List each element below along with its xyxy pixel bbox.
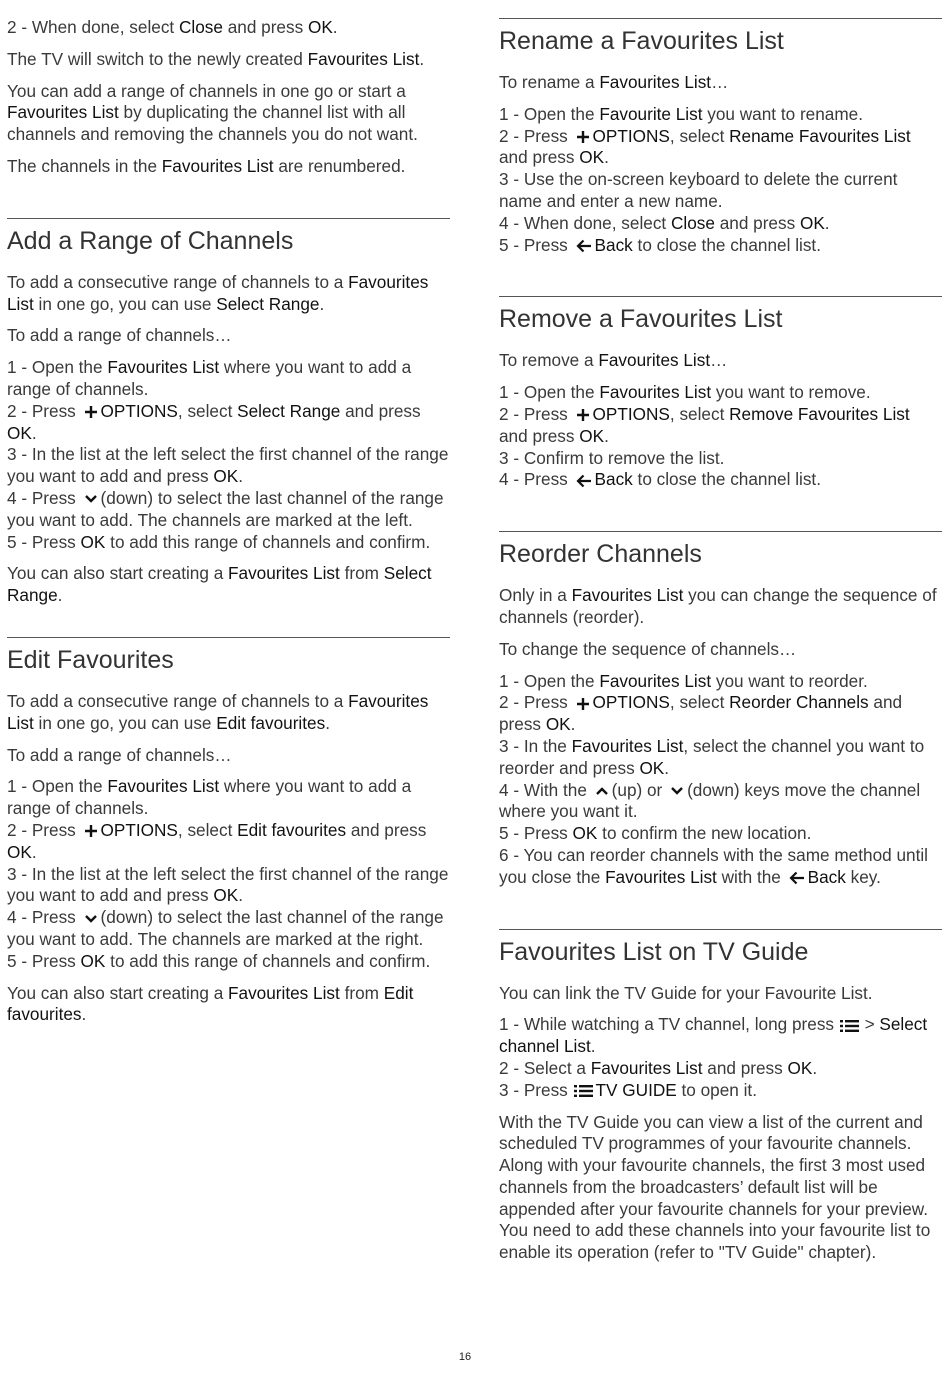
list-icon xyxy=(574,1084,593,1098)
plus-icon xyxy=(84,824,98,838)
step: 3 - Press TV GUIDE to open it. xyxy=(499,1079,757,1100)
paragraph: With the TV Guide you can view a list of the current and scheduled TV programmes of your favourite channels. Along with your favourite channels, the first 3 most used channels from the broadcasters’ default list will be appended after your favourite channels for your preview. You need to add these channels into your favourite list to enable its operation (refer to "TV Guide" chapter). xyxy=(499,1111,931,1263)
step: 2 - Press OPTIONS, select Rename Favourites List and press OK. xyxy=(499,125,911,168)
step: 3 - Use the on-screen keyboard to delete the current name and enter a new name. xyxy=(499,169,898,211)
step-list xyxy=(7,357,450,553)
section-title: Remove a Favourites List xyxy=(499,305,783,334)
paragraph: You can link the TV Guide for your Favourite List. xyxy=(499,982,873,1003)
section-title: Rename a Favourites List xyxy=(499,27,784,55)
step: 5 - Press OK to confirm the new location. xyxy=(499,823,812,844)
paragraph: To remove a Favourites List… xyxy=(499,350,728,371)
list-icon xyxy=(840,1019,859,1033)
section-reorder xyxy=(499,531,942,888)
section-title: Favourites List on TV Guide xyxy=(499,937,809,966)
paragraph: You can also start creating a Favourites List from Edit favourites. xyxy=(7,982,414,1025)
paragraph: To add a consecutive range of channels to a Favourites List in one go, you can use Edit favourites. xyxy=(7,690,429,733)
step: 4 - Press (down) to select the last channel of the range you want to add. The channels are marked at the left. xyxy=(7,487,444,530)
step: 2 - Press OPTIONS, select Select Range and press OK. xyxy=(7,400,421,443)
step-list xyxy=(7,776,450,972)
paragraph: To add a range of channels… xyxy=(7,744,232,765)
paragraph: To add a range of channels… xyxy=(7,325,232,346)
step: 5 - Press OK to add this range of channels and confirm. xyxy=(7,950,431,971)
intro-paragraph: The TV will switch to the newly created Favourites List. xyxy=(7,48,425,69)
step: 1 - While watching a TV channel, long press > Select channel List. xyxy=(499,1014,928,1057)
paragraph: To add a consecutive range of channels to a Favourites List in one go, you can use Select Range. xyxy=(7,271,429,314)
step: 1 - Open the Favourites List where you want to add a range of channels. xyxy=(7,776,412,819)
step: 2 - Select a Favourites List and press OK. xyxy=(499,1057,818,1078)
paragraph: Only in a Favourites List you can change the sequence of channels (reorder). xyxy=(499,585,937,627)
left-column xyxy=(7,0,450,1036)
arrow-left-icon xyxy=(576,474,592,488)
paragraph: To rename a Favourites List… xyxy=(499,72,729,92)
section-title: Reorder Channels xyxy=(499,540,702,569)
plus-icon xyxy=(576,697,590,711)
section-rename xyxy=(499,18,942,256)
step: 1 - Open the Favourites List you want to remove. xyxy=(499,382,871,403)
chevron-down-icon xyxy=(84,494,98,504)
plus-icon xyxy=(576,408,590,422)
step-list xyxy=(499,104,942,257)
step-list xyxy=(499,671,942,889)
page-number: 16 xyxy=(458,1351,472,1363)
step: 2 - Press OPTIONS, select Remove Favourites List and press OK. xyxy=(499,403,910,446)
right-column xyxy=(499,0,942,1274)
step: 2 - Press OPTIONS, select Reorder Channels and press OK. xyxy=(499,692,903,735)
chevron-up-icon xyxy=(595,786,609,796)
step: 3 - In the Favourites List, select the channel you want to reorder and press OK. xyxy=(499,735,925,778)
intro-block xyxy=(7,17,450,178)
arrow-left-icon xyxy=(789,871,805,885)
section-tv-guide xyxy=(499,929,942,1265)
step: 5 - Press Back to close the channel list. xyxy=(499,234,821,255)
section-add-range xyxy=(7,218,450,607)
step: 1 - Open the Favourite List you want to rename. xyxy=(499,103,864,124)
plus-icon xyxy=(576,130,590,144)
step: 5 - Press OK to add this range of channels and confirm. xyxy=(7,531,431,552)
step: 4 - With the (up) or (down) keys move the channel where you want it. xyxy=(499,779,921,822)
step: 3 - In the list at the left select the first channel of the range you want to add and press OK. xyxy=(7,863,449,906)
step: 4 - Press (down) to select the last channel of the range you want to add. The channels are marked at the right. xyxy=(7,907,444,949)
step: 2 - Press OPTIONS, select Edit favourites and press OK. xyxy=(7,819,427,862)
chevron-down-icon xyxy=(670,786,684,796)
step: 1 - Open the Favourites List you want to reorder. xyxy=(499,670,868,691)
section-remove xyxy=(499,296,942,491)
section-title: Edit Favourites xyxy=(7,645,174,674)
intro-step-2: 2 - When done, select Close and press OK. xyxy=(7,17,338,37)
step: 3 - Confirm to remove the list. xyxy=(499,447,725,468)
intro-paragraph: The channels in the Favourites List are renumbered. xyxy=(7,155,406,176)
step: 6 - You can reorder channels with the same method until you close the Favourites List with the Back key. xyxy=(499,844,928,887)
step-list xyxy=(499,382,942,491)
step: 3 - In the list at the left select the first channel of the range you want to add and press OK. xyxy=(7,444,449,487)
chevron-down-icon xyxy=(84,914,98,924)
step-list xyxy=(499,1014,942,1101)
step: 1 - Open the Favourites List where you want to add a range of channels. xyxy=(7,357,412,399)
paragraph: You can also start creating a Favourites List from Select Range. xyxy=(7,563,432,606)
step: 4 - Press Back to close the channel list. xyxy=(499,469,821,490)
paragraph: To change the sequence of channels… xyxy=(499,638,797,659)
section-edit-favourites xyxy=(7,637,450,1026)
plus-icon xyxy=(84,405,98,419)
intro-paragraph: You can add a range of channels in one go or start a Favourites List by duplicating the channel list with all channels and removing the channels you do not want. xyxy=(7,80,418,145)
step: 4 - When done, select Close and press OK. xyxy=(499,212,830,233)
arrow-left-icon xyxy=(576,239,592,253)
section-title: Add a Range of Channels xyxy=(7,226,294,255)
